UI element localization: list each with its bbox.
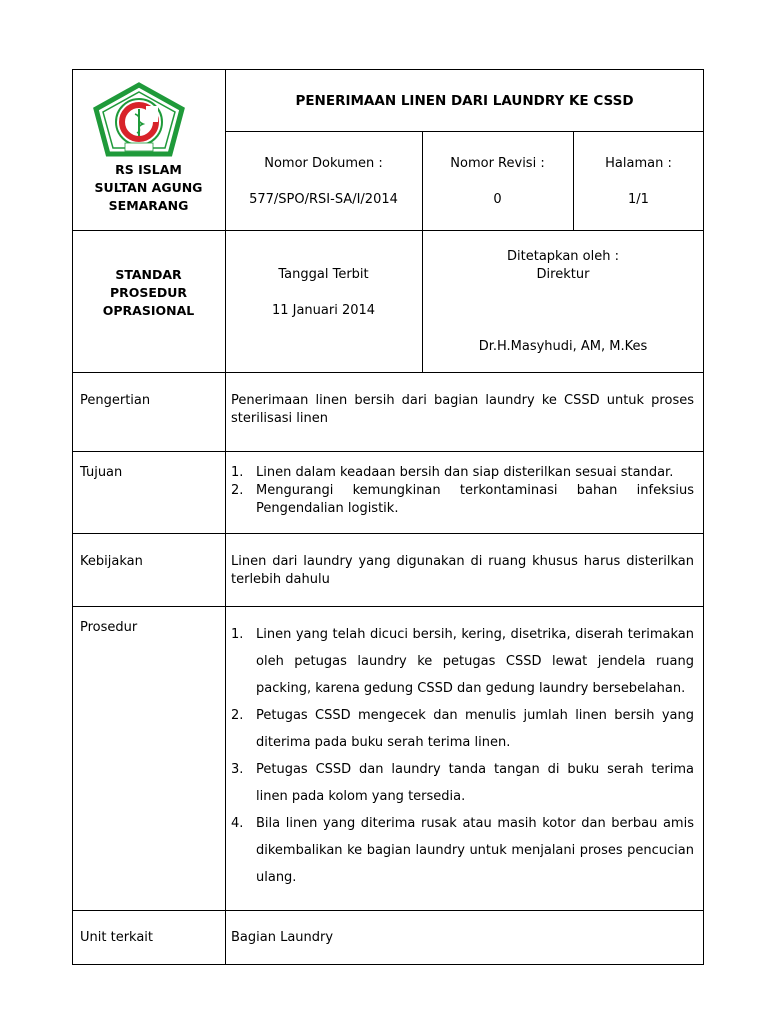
hospital-logo [92,82,186,160]
row-divider [72,372,704,373]
list-item-text: Petugas CSSD mengecek dan menulis jumlah linen bersih yang diterima pada buku serah terima linen. [256,708,694,750]
document-title: PENERIMAAN LINEN DARI LAUNDRY KE CSSD [295,93,634,109]
list-item-text: Mengurangi kemungkinan terkontaminasi bahan infeksius Pengendalian logistik. [256,483,694,516]
tujuan-label: Tujuan [80,465,123,480]
prosedur-label: Prosedur [80,620,138,635]
list-item [226,702,694,756]
list-number: 4. [231,816,244,831]
row-divider [72,910,704,911]
sop-label-line: STANDAR [115,267,182,282]
nomor-dokumen-label: Nomor Dokumen : [264,156,383,171]
row-divider [72,451,704,452]
list-item-text: Linen dalam keadaan bersih dan siap disterilkan sesuai standar. [256,465,674,480]
prosedur-list [226,621,694,891]
kebijakan-label: Kebijakan [80,554,143,569]
kebijakan-text: Linen dari laundry yang digunakan di ruang khusus harus disterilkan terlebih dahulu [231,554,694,587]
tanggal-terbit-value: 11 Januari 2014 [271,303,376,318]
hospital-logo-emblem [92,82,186,160]
row-divider [72,606,704,607]
sop-label [72,266,225,320]
list-item-text: Bila linen yang diterima rusak atau masih kotor dan berbau amis dikembalikan ke bagian laundry untuk menjalani proses pencucian ulang. [256,816,694,885]
list-item [231,464,694,482]
nomor-revisi-label: Nomor Revisi : [450,156,545,171]
row-divider [72,230,704,231]
ditetapkan-name: Dr.H.Masyhudi, AM, M.Kes [478,339,648,354]
hospital-name-line: SULTAN AGUNG [94,180,203,195]
pengertian-label: Pengertian [80,393,151,408]
pengertian-text: Penerimaan linen bersih dari bagian laundry ke CSSD untuk proses sterilisasi linen [231,393,694,426]
list-number: 2. [231,483,244,498]
ditetapkan-role: Direktur [536,267,590,282]
sop-label-line: OPRASIONAL [102,303,195,318]
row-divider [72,533,704,534]
halaman-label: Halaman : [605,156,672,171]
hospital-name-line: SEMARANG [108,198,189,213]
hospital-name [72,161,225,215]
list-item [226,756,694,810]
list-number: 1. [231,627,244,642]
list-item [231,482,694,518]
list-item-text: Petugas CSSD dan laundry tanda tangan di buku serah terima linen pada kolom yang tersedia. [256,762,694,804]
hospital-name-line: RS ISLAM [115,162,182,177]
list-number: 1. [231,465,244,480]
unit-terkait-text: Bagian Laundry [231,930,334,945]
row-divider [225,131,704,132]
halaman-value: 1/1 [628,192,649,207]
list-item-text: Linen yang telah dicuci bersih, kering, disetrika, diserah terimakan oleh petugas laundry ke petugas CSSD lewat jendela ruang packing, karena gedung CSSD dan gedung laundry bersebelahan. [256,627,694,696]
unit-terkait-label: Unit terkait [80,930,154,945]
nomor-revisi-value: 0 [493,192,502,207]
list-item [226,810,694,891]
nomor-dokumen-value: 577/SPO/RSI-SA/I/2014 [249,192,398,207]
list-item [226,621,694,702]
tujuan-list [231,464,694,518]
sop-label-line: PROSEDUR [109,285,188,300]
tanggal-terbit-label: Tanggal Terbit [278,267,369,282]
list-number: 3. [231,762,244,777]
header-divider [573,131,574,230]
ditetapkan-label: Ditetapkan oleh : [507,249,619,264]
list-number: 2. [231,708,244,723]
